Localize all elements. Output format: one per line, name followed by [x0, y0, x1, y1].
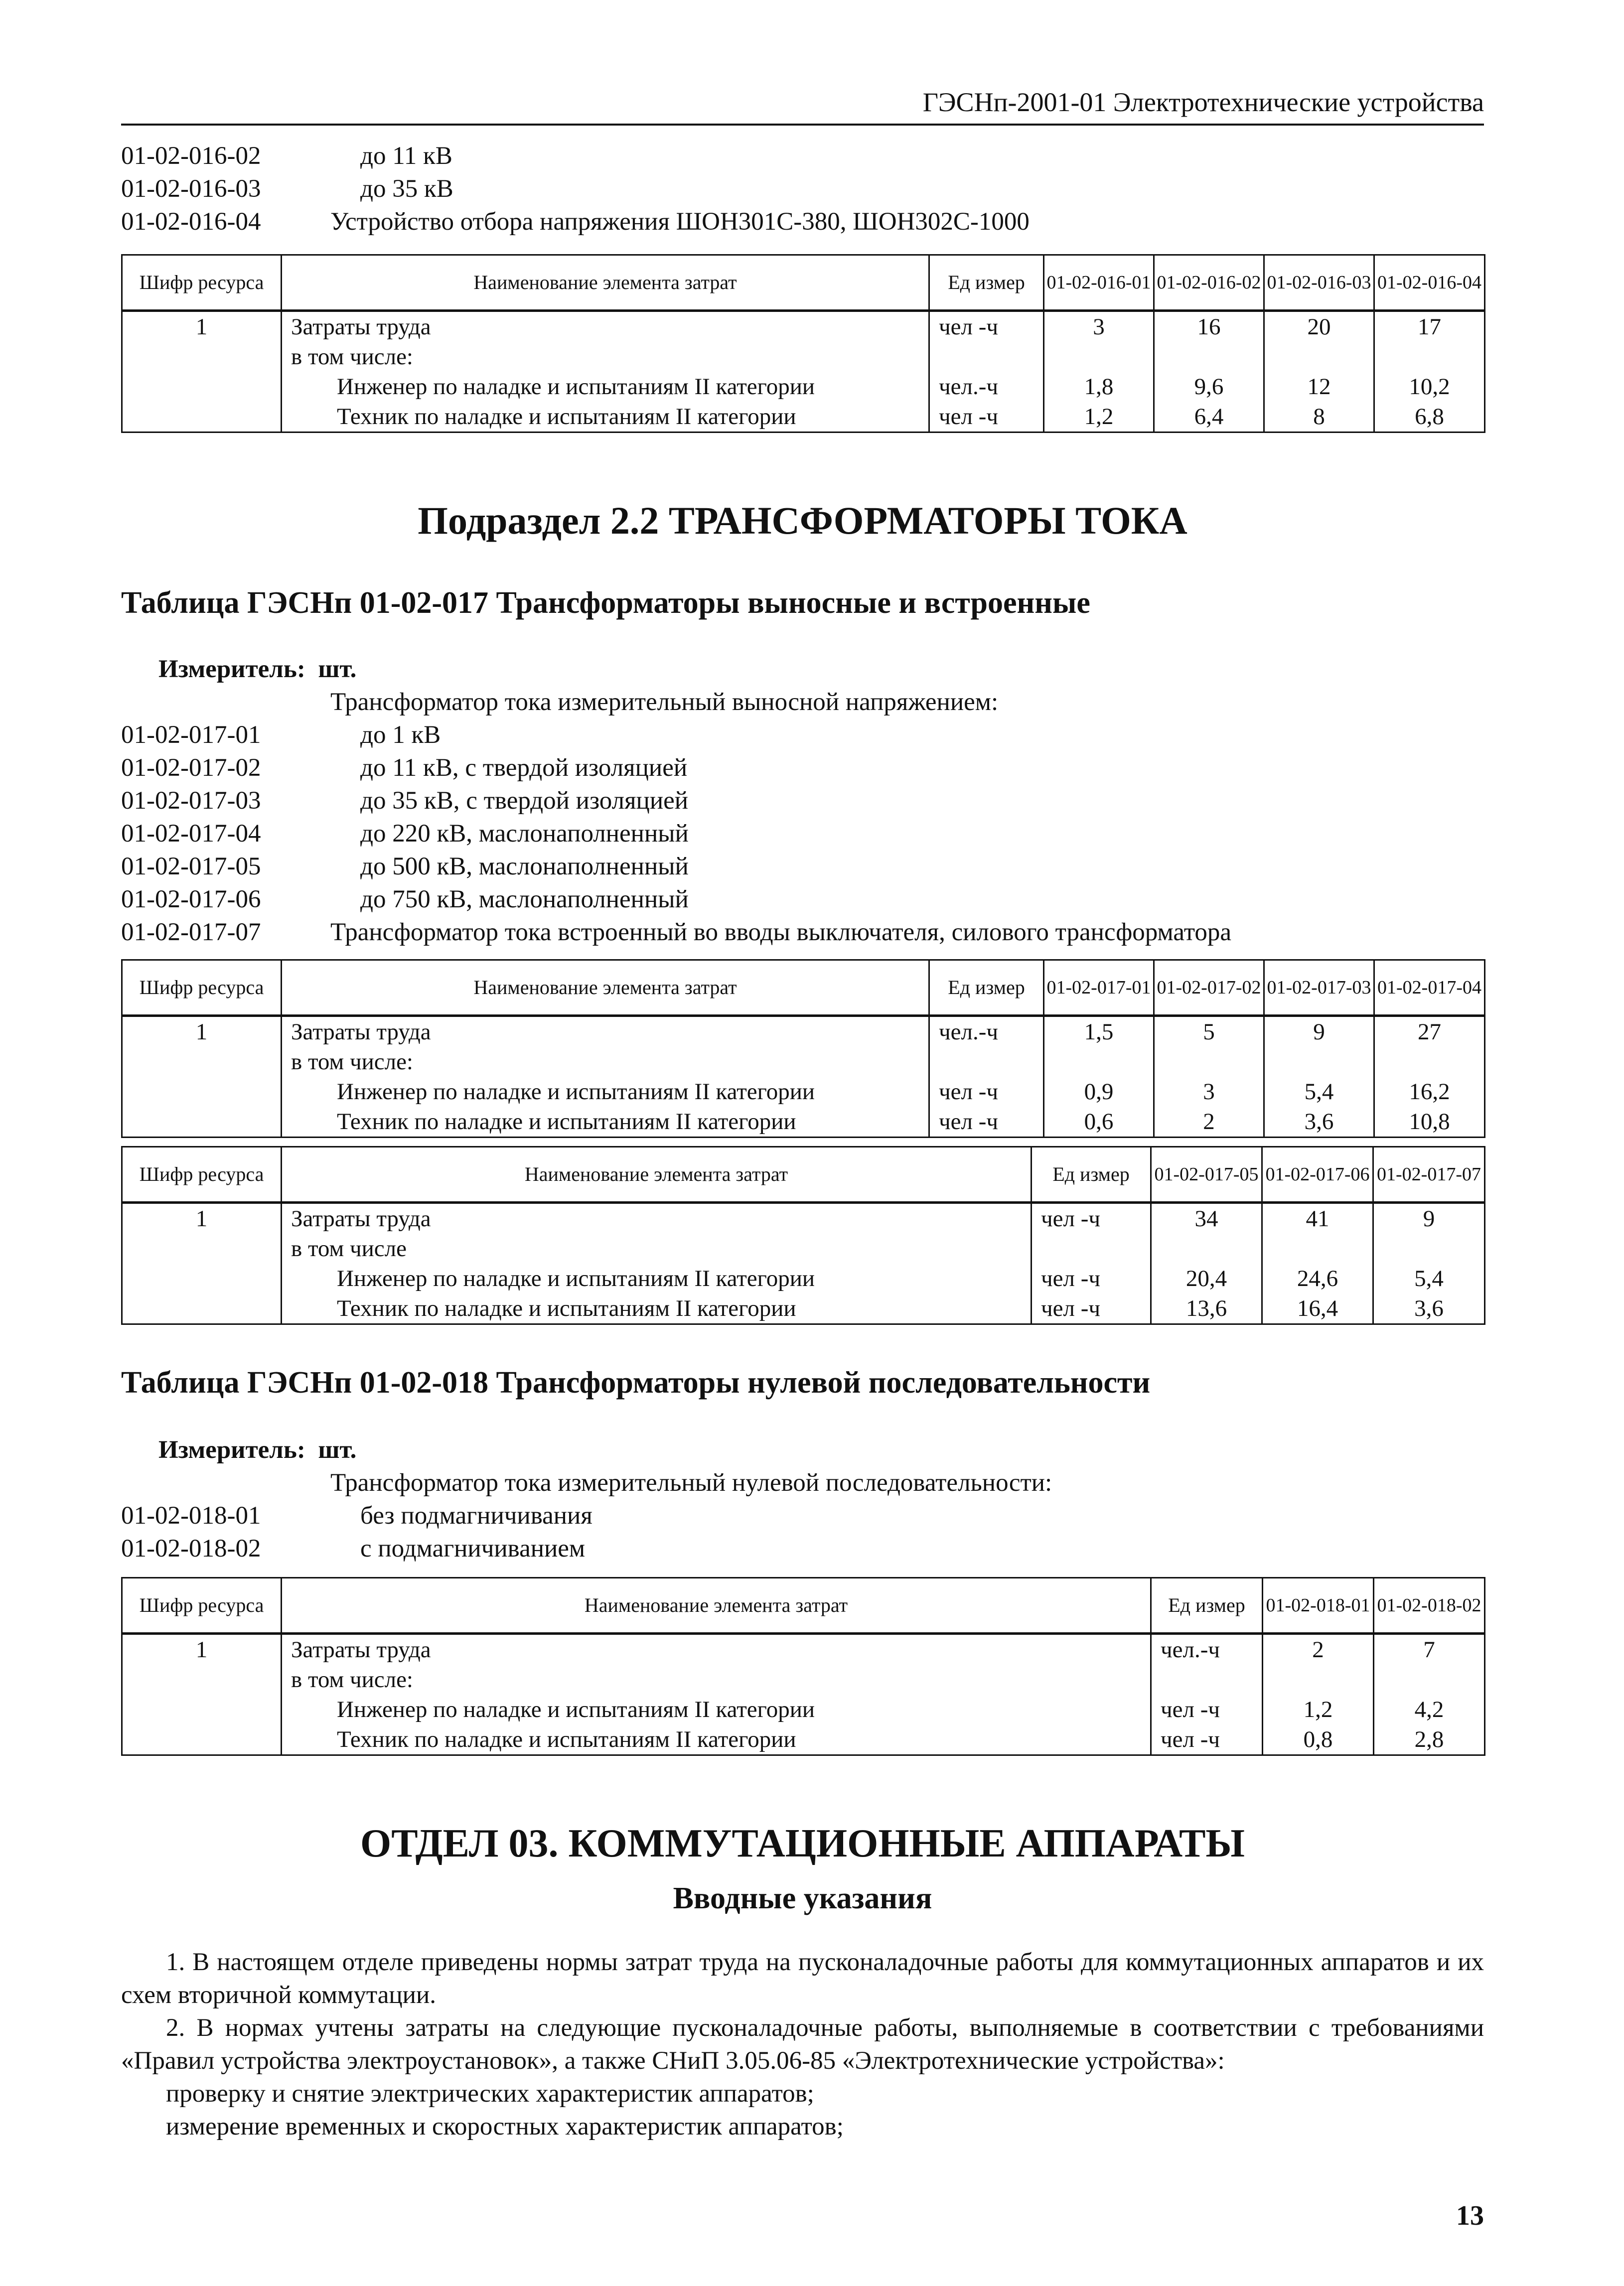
value-cell: [1044, 311, 1154, 432]
item-desc: Трансформатор тока встроенный во вводы выключателя, силового трансформатора: [330, 918, 1231, 946]
name-cell: [282, 311, 929, 432]
item-code: 01-02-018-01: [121, 1502, 261, 1530]
value: 0,8: [1303, 1726, 1333, 1752]
unit-cell: [929, 1016, 1044, 1138]
value: 10,8: [1409, 1109, 1450, 1135]
meter-018: [158, 1433, 356, 1466]
row-unit: чел.-ч: [1161, 1637, 1220, 1663]
value: 2: [1312, 1637, 1324, 1663]
value: [1374, 1665, 1484, 1695]
value: 41: [1306, 1206, 1329, 1232]
header-norm-code: 01-02-016-01: [1044, 255, 1154, 311]
value-cell: [1374, 311, 1485, 432]
header-resource-code: Шифр ресурса: [122, 1578, 282, 1634]
row-name: в том числе:: [291, 344, 413, 370]
value: 0,6: [1084, 1109, 1114, 1135]
item-desc: Устройство отбора напряжения ШОН301С-380, ШОН302С-1000: [330, 208, 1030, 236]
department-title: ОТДЕЛ 03. КОММУТАЦИОННЫЕ АППАРАТЫ: [360, 1822, 1245, 1865]
page-number: 13: [1456, 2200, 1484, 2231]
header-cost-element: Наименование элемента затрат: [282, 1147, 1032, 1203]
value: 5,4: [1414, 1266, 1444, 1291]
value: 7: [1423, 1637, 1435, 1663]
value: 8: [1313, 404, 1325, 429]
header-norm-code: 01-02-016-03: [1264, 255, 1374, 311]
header-norm-code: 01-02-017-02: [1154, 960, 1264, 1016]
table-title-017: Таблица ГЭСНп 01-02-017 Трансформаторы выносные и встроенные: [121, 586, 1090, 620]
row-unit: [930, 342, 1043, 372]
value-cell: [1374, 1634, 1485, 1755]
header-norm-code: 01-02-018-01: [1263, 1578, 1374, 1634]
header-norm-code: 01-02-017-01: [1044, 960, 1154, 1016]
department-subtitle: Вводные указания: [673, 1881, 932, 1915]
row-name: Инженер по наладке и испытаниям II категории: [337, 1697, 815, 1722]
resource-code: 1: [195, 1019, 208, 1045]
value: 24,6: [1297, 1266, 1338, 1291]
name-cell: [282, 1016, 929, 1138]
value: [1375, 342, 1484, 372]
value: 1,2: [1084, 404, 1114, 429]
value-cell: [1263, 1634, 1374, 1755]
row-unit: чел -ч: [1041, 1266, 1100, 1291]
value: 1,2: [1303, 1697, 1333, 1722]
header-cost-element: Наименование элемента затрат: [282, 960, 929, 1016]
value: 9: [1313, 1019, 1325, 1045]
header-norm-code: 01-02-018-02: [1374, 1578, 1485, 1634]
unit-cell: [1151, 1634, 1263, 1755]
value: 2,8: [1414, 1726, 1444, 1752]
resource-cell: [122, 1203, 282, 1324]
norms-table-016: [121, 254, 1485, 433]
paragraph: 1. В настоящем отделе приведены нормы затрат труда на пусконаладочные работы для коммутационных аппаратов и их схем вторичной коммутации.: [121, 1948, 1484, 2009]
row-unit: [930, 1047, 1043, 1077]
row-unit: чел -ч: [1161, 1697, 1220, 1722]
value-cell: [1264, 311, 1374, 432]
table-header-row: [122, 1147, 1485, 1203]
list-intro-text: Трансформатор тока измерительный нулевой последовательности:: [330, 1469, 1052, 1497]
row-name: Техник по наладке и испытаниям II категории: [337, 404, 796, 429]
table-row: [122, 311, 1485, 432]
row-unit: чел -ч: [1041, 1295, 1100, 1321]
value: [1044, 1047, 1153, 1077]
header-resource-code: Шифр ресурса: [122, 960, 282, 1016]
row-name: Затраты труда: [291, 314, 431, 340]
meter-label: Измеритель:: [158, 655, 305, 683]
item-code: 01-02-018-02: [121, 1535, 261, 1563]
item-desc: без подмагничивания: [360, 1502, 592, 1530]
value-cell: [1154, 311, 1264, 432]
value: 34: [1194, 1206, 1218, 1232]
name-cell: [282, 1203, 1032, 1324]
value: 16,2: [1409, 1079, 1450, 1105]
value: 1,8: [1084, 374, 1114, 400]
name-cell: [282, 1634, 1151, 1755]
value: 20: [1307, 314, 1331, 340]
item-code: 01-02-017-01: [121, 721, 261, 749]
item-desc: до 220 кВ, маслонаполненный: [360, 820, 689, 848]
table-header-row: [122, 960, 1485, 1016]
header-norm-code: 01-02-017-07: [1373, 1147, 1485, 1203]
value-cell: [1374, 1016, 1485, 1138]
value: 9: [1423, 1206, 1435, 1232]
row-unit: чел -ч: [939, 314, 998, 340]
row-name: Инженер по наладке и испытаниям II категории: [337, 374, 815, 400]
norms-table-017a: [121, 959, 1485, 1138]
header-unit: Ед измер: [929, 255, 1044, 311]
value: 10,2: [1409, 374, 1450, 400]
row-unit: [1032, 1234, 1150, 1264]
value: [1374, 1234, 1484, 1264]
header-resource-code: Шифр ресурса: [122, 255, 282, 311]
table-row: [122, 1634, 1485, 1755]
item-code: 01-02-016-03: [121, 175, 261, 203]
item-code: 01-02-017-03: [121, 787, 261, 815]
resource-code: 1: [195, 314, 208, 340]
value: 13,6: [1185, 1295, 1227, 1321]
header-resource-code: Шифр ресурса: [122, 1147, 282, 1203]
value-cell: [1044, 1016, 1154, 1138]
row-name: Затраты труда: [291, 1637, 431, 1663]
value: 17: [1418, 314, 1441, 340]
value: [1155, 342, 1263, 372]
row-unit: чел -ч: [939, 404, 998, 429]
paragraph: проверку и снятие электрических характеристик аппаратов;: [166, 2080, 814, 2108]
value-cell: [1264, 1016, 1374, 1138]
item-desc: до 750 кВ, маслонаполненный: [360, 885, 689, 913]
item-code: 01-02-017-07: [121, 918, 261, 946]
row-unit: [1152, 1665, 1262, 1695]
value: 16,4: [1297, 1295, 1338, 1321]
row-unit: чел.-ч: [939, 1019, 998, 1045]
row-unit: чел -ч: [1161, 1726, 1220, 1752]
item-code: 01-02-016-02: [121, 142, 261, 170]
row-name: Инженер по наладке и испытаниям II категории: [337, 1079, 815, 1105]
value: [1375, 1047, 1484, 1077]
value: 20,4: [1185, 1266, 1227, 1291]
value: 27: [1418, 1019, 1441, 1045]
resource-code: 1: [195, 1637, 208, 1663]
row-name: Затраты труда: [291, 1206, 431, 1232]
value: 5,4: [1304, 1079, 1334, 1105]
value: 3: [1203, 1079, 1215, 1105]
table-row: [122, 1016, 1485, 1138]
row-unit: чел.-ч: [939, 374, 998, 400]
row-name: в том числе: [291, 1236, 407, 1262]
table-header-row: [122, 1578, 1485, 1634]
value: [1152, 1234, 1261, 1264]
value-cell: [1373, 1203, 1485, 1324]
resource-cell: [122, 1634, 282, 1755]
item-code: 01-02-017-04: [121, 820, 261, 848]
item-desc: до 1 кВ: [360, 721, 441, 749]
table-header-row: [122, 255, 1485, 311]
value-cell: [1154, 1016, 1264, 1138]
value: [1265, 1047, 1373, 1077]
header-cost-element: Наименование элемента затрат: [282, 255, 929, 311]
subsection-title: Подраздел 2.2 ТРАНСФОРМАТОРЫ ТОКА: [418, 499, 1187, 542]
value: [1263, 1665, 1373, 1695]
meter-label: Измеритель:: [158, 1436, 305, 1464]
value: 3,6: [1304, 1109, 1334, 1135]
resource-cell: [122, 1016, 282, 1138]
item-code: 01-02-017-05: [121, 853, 261, 880]
value: 4,2: [1414, 1697, 1444, 1722]
value: 6,4: [1194, 404, 1224, 429]
paragraph: измерение временных и скоростных характеристик аппаратов;: [166, 2113, 844, 2141]
resource-cell: [122, 311, 282, 432]
item-desc: до 500 кВ, маслонаполненный: [360, 853, 689, 880]
paragraph: 2. В нормах учтены затраты на следующие пусконаладочные работы, выполняемые в соответствии с требованиями «Правил устройства электроустановок», а также СНиП 3.05.06-85 «Электротехнические устройства»:: [121, 2014, 1484, 2075]
value: 5: [1203, 1019, 1215, 1045]
value: 9,6: [1194, 374, 1224, 400]
table-title-018: Таблица ГЭСНп 01-02-018 Трансформаторы нулевой последовательности: [121, 1366, 1151, 1400]
header-norm-code: 01-02-017-05: [1151, 1147, 1262, 1203]
value: 12: [1307, 374, 1331, 400]
page-header: ГЭСНп-2001-01 Электротехнические устройства: [121, 85, 1484, 126]
row-name: Инженер по наладке и испытаниям II категории: [337, 1266, 815, 1291]
row-unit: чел -ч: [1041, 1206, 1100, 1232]
resource-code: 1: [195, 1206, 208, 1232]
header-cost-element: Наименование элемента затрат: [282, 1578, 1151, 1634]
item-code: 01-02-016-04: [121, 208, 261, 236]
row-name: Техник по наладке и испытаниям II категории: [337, 1295, 796, 1321]
table-row: [122, 1203, 1485, 1324]
value: 1,5: [1084, 1019, 1114, 1045]
row-unit: чел -ч: [939, 1079, 998, 1105]
value: [1265, 342, 1373, 372]
value: 16: [1197, 314, 1221, 340]
meter-017: [158, 653, 356, 686]
row-name: Техник по наладке и испытаниям II категории: [337, 1109, 796, 1135]
value-cell: [1151, 1203, 1262, 1324]
list-intro-text: Трансформатор тока измерительный выносной напряжением:: [330, 688, 999, 716]
header-norm-code: 01-02-016-02: [1154, 255, 1264, 311]
value: 0,9: [1084, 1079, 1114, 1105]
unit-cell: [1032, 1203, 1151, 1324]
value: 3: [1093, 314, 1105, 340]
item-desc: до 11 кВ, с твердой изоляцией: [360, 754, 688, 782]
header-unit: Ед измер: [929, 960, 1044, 1016]
value: [1155, 1047, 1263, 1077]
header-norm-code: 01-02-016-04: [1374, 255, 1485, 311]
row-unit: чел -ч: [939, 1109, 998, 1135]
value: [1263, 1234, 1372, 1264]
header-norm-code: 01-02-017-06: [1262, 1147, 1373, 1203]
row-name: Затраты труда: [291, 1019, 431, 1045]
value-cell: [1262, 1203, 1373, 1324]
item-desc: до 11 кВ: [360, 142, 452, 170]
meter-value: шт.: [318, 1436, 357, 1464]
header-unit: Ед измер: [1032, 1147, 1151, 1203]
value: 2: [1203, 1109, 1215, 1135]
header-norm-code: 01-02-017-04: [1374, 960, 1485, 1016]
row-name: в том числе:: [291, 1049, 413, 1075]
header-unit: Ед измер: [1151, 1578, 1263, 1634]
row-name: в том числе:: [291, 1667, 413, 1693]
value: [1044, 342, 1153, 372]
item-desc: с подмагничиванием: [360, 1535, 586, 1563]
intro-text: [121, 1946, 1484, 2143]
header-norm-code: 01-02-017-03: [1264, 960, 1374, 1016]
item-code: 01-02-017-02: [121, 754, 261, 782]
norms-table-017b: [121, 1146, 1485, 1325]
value: 6,8: [1415, 404, 1444, 429]
value: 3,6: [1414, 1295, 1444, 1321]
item-desc: до 35 кВ: [360, 175, 453, 203]
row-name: Техник по наладке и испытаниям II категории: [337, 1726, 796, 1752]
item-desc: до 35 кВ, с твердой изоляцией: [360, 787, 689, 815]
norms-table-018: [121, 1577, 1485, 1756]
item-code: 01-02-017-06: [121, 885, 261, 913]
meter-value: шт.: [318, 655, 357, 683]
unit-cell: [929, 311, 1044, 432]
